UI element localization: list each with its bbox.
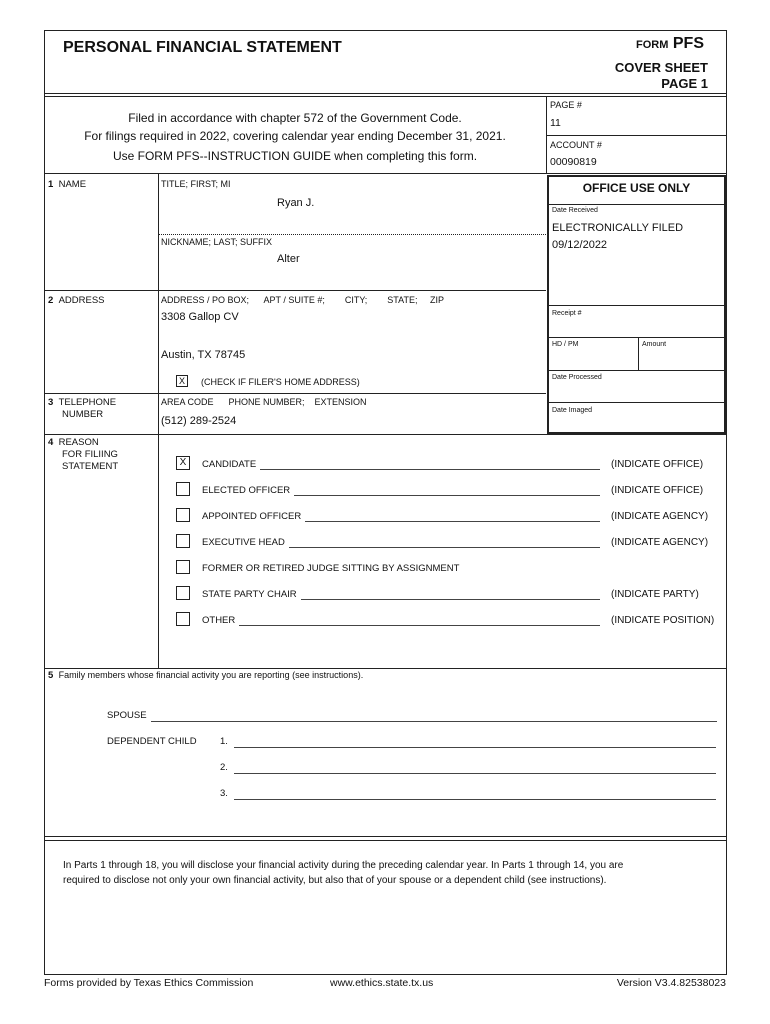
form-title: PERSONAL FINANCIAL STATEMENT [63, 39, 342, 56]
intro-line-3: Use FORM PFS--INSTRUCTION GUIDE when completing this form. [112, 149, 478, 163]
section-4-label-line-3: STATEMENT [62, 461, 119, 472]
reason-option-label: FORMER OR RETIRED JUDGE SITTING BY ASSIGNMENT [202, 563, 460, 574]
form-code-value: PFS [672, 35, 704, 52]
dependent-child-field[interactable] [234, 799, 716, 800]
hd-pm-label: HD / PM [552, 341, 579, 348]
intro-line-1: Filed in accordance with chapter 572 of the Government Code. [128, 111, 462, 125]
pfs-form [44, 30, 727, 975]
reason-checkbox[interactable] [176, 534, 190, 548]
reason-option-field[interactable] [289, 547, 600, 548]
office-use-panel [547, 175, 726, 434]
dependent-child-number: 3. [220, 788, 228, 799]
dependent-child-field[interactable] [234, 773, 716, 774]
amount-label: Amount [642, 341, 667, 348]
title-first-label: TITLE; FIRST; MI [161, 179, 231, 189]
reason-option-indicate: (INDICATE POSITION) [611, 615, 715, 626]
street-value: 3308 Gallop CV [161, 311, 239, 323]
first-name-value: Ryan J. [277, 197, 315, 209]
reason-option-field[interactable] [294, 495, 600, 496]
reason-option-indicate: (INDICATE AGENCY) [611, 511, 709, 522]
reason-checkbox[interactable] [176, 612, 190, 626]
dependent-child-field[interactable] [234, 747, 716, 748]
form-prefix: FORM [636, 39, 669, 51]
reason-option-indicate: (INDICATE AGENCY) [611, 537, 709, 548]
reason-option-field[interactable] [260, 469, 600, 470]
reason-option-label: APPOINTED OFFICER [202, 511, 302, 522]
reason-option-field[interactable] [305, 521, 600, 522]
form-code [636, 35, 704, 53]
spouse-label: SPOUSE [107, 710, 147, 721]
reason-option-label: STATE PARTY CHAIR [202, 589, 297, 600]
home-address-check-label: (CHECK IF FILER'S HOME ADDRESS) [201, 377, 360, 387]
footer-website[interactable]: www.ethics.state.tx.us [330, 977, 434, 989]
page-label: PAGE 1 [661, 76, 708, 91]
section-4-label-line-2: FOR FILIING [62, 449, 118, 460]
notice-line-2: required to disclose not only your own financial activity, but also that of your spouse or a dependent child (see instructions). [63, 875, 607, 886]
nickname-label: NICKNAME; LAST; SUFFIX [161, 237, 273, 247]
reason-option-label: OTHER [202, 615, 236, 626]
filing-status-line-2: 09/12/2022 [552, 239, 608, 251]
reason-option-indicate: (INDICATE OFFICE) [611, 459, 704, 470]
section-1-label: 1 NAME [48, 179, 87, 190]
footer-version: Version V3.4.82538023 [616, 977, 726, 989]
page-number-value: 11 [550, 117, 561, 129]
office-use-title: OFFICE USE ONLY [582, 181, 691, 195]
reason-checkbox[interactable] [176, 560, 190, 574]
reason-checkbox[interactable]: X [176, 456, 190, 470]
section-5-label: 5 Family members whose financial activity you are reporting (see instructions). [48, 670, 364, 681]
account-number-value: 00090819 [550, 156, 597, 168]
phone-header: AREA CODE PHONE NUMBER; EXTENSION [161, 397, 367, 407]
page-number-label: PAGE # [550, 100, 582, 110]
phone-value: (512) 289-2524 [161, 415, 237, 427]
dependent-child-number: 2. [220, 762, 228, 773]
section-2-label: 2 ADDRESS [48, 295, 105, 306]
section-4-label: 4 REASON [48, 437, 99, 448]
date-processed-label: Date Processed [552, 374, 602, 381]
dependent-child-label: DEPENDENT CHILD [107, 736, 197, 747]
account-number-label: ACCOUNT # [550, 140, 602, 150]
reason-option-field[interactable] [301, 599, 600, 600]
reason-checkbox[interactable] [176, 508, 190, 522]
reason-option-label: CANDIDATE [202, 459, 257, 470]
reason-option-indicate: (INDICATE PARTY) [611, 589, 699, 600]
section-3-label: 3 TELEPHONE [48, 397, 117, 408]
receipt-label: Receipt # [552, 310, 582, 317]
reason-option-field[interactable] [239, 625, 600, 626]
section-3-label-line-2: NUMBER [62, 409, 104, 420]
filing-status-line-1: ELECTRONICALLY FILED [552, 222, 684, 234]
date-imaged-label: Date Imaged [552, 407, 593, 414]
reason-option-label: EXECUTIVE HEAD [202, 537, 285, 548]
dependent-child-number: 1. [220, 736, 228, 747]
reason-checkbox[interactable] [176, 586, 190, 600]
last-name-value: Alter [277, 253, 300, 265]
address-header: ADDRESS / PO BOX; APT / SUITE #; CITY; STATE; ZIP [161, 295, 444, 305]
reason-option-label: ELECTED OFFICER [202, 485, 291, 496]
date-received-label: Date Received [552, 207, 598, 214]
reason-option-indicate: (INDICATE OFFICE) [611, 485, 704, 496]
home-address-checkbox[interactable]: X [176, 375, 188, 387]
intro-line-2: For filings required in 2022, covering calendar year ending December 31, 2021. [84, 129, 506, 143]
city-state-zip-value: Austin, TX 78745 [161, 349, 246, 361]
reason-checkbox[interactable] [176, 482, 190, 496]
footer-left: Forms provided by Texas Ethics Commission [44, 977, 254, 989]
cover-sheet-label: COVER SHEET [614, 60, 708, 75]
spouse-field[interactable] [151, 721, 717, 722]
notice-line-1: In Parts 1 through 18, you will disclose your financial activity during the preceding calendar year. In Parts 1 through 14, you are [63, 860, 624, 871]
